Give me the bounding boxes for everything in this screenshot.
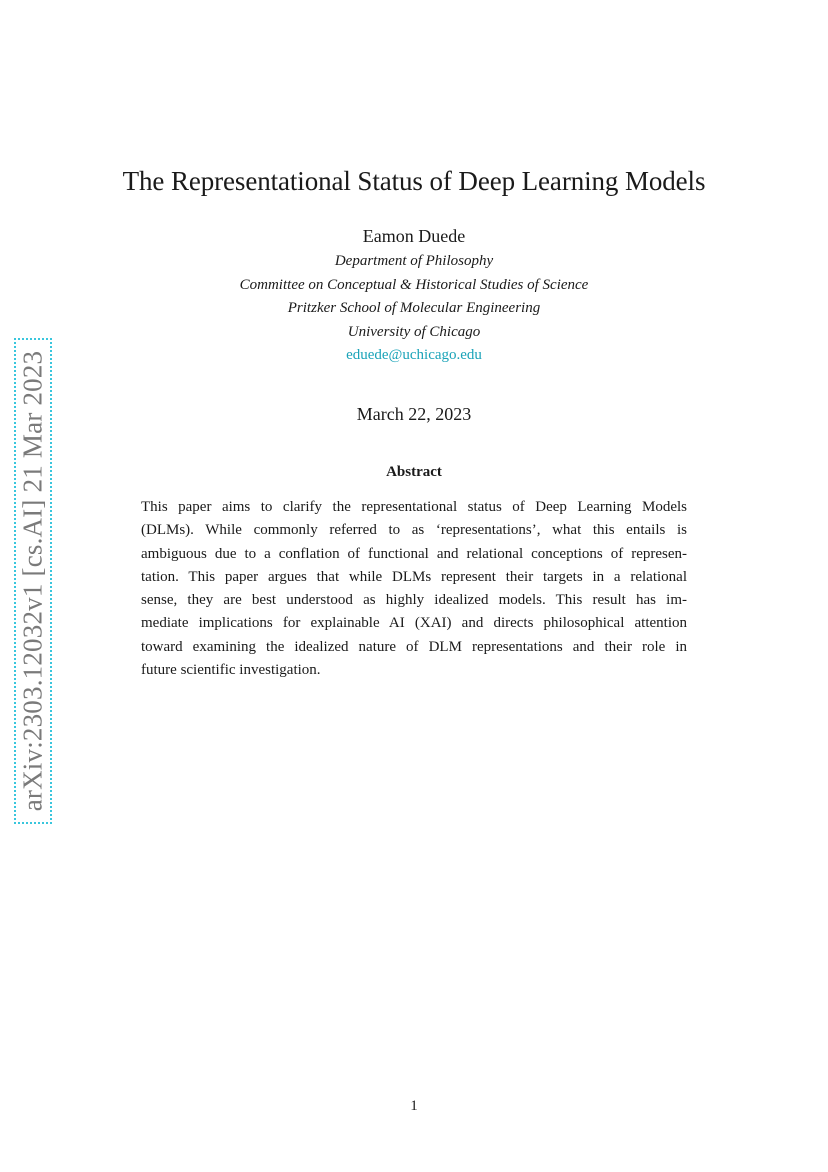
abstract-heading: Abstract	[386, 464, 442, 480]
abstract-line: sense, they are best understood as highly idealized models. This result has im-	[141, 592, 687, 609]
abstract-line: toward examining the idealized nature of DLM representations and their role in	[141, 638, 687, 655]
arxiv-identifier[interactable]: arXiv:2303.12032v1 [cs.AI] 21 Mar 2023	[17, 350, 48, 812]
affiliation-university: University of Chicago	[347, 323, 481, 340]
affiliation-committee: Committee on Conceptual & Historical Studies of Science	[239, 276, 589, 293]
affiliation-department: Department of Philosophy	[334, 253, 494, 269]
abstract-line: ambiguous due to a conflation of functional and relational conceptions of represen-	[141, 545, 687, 562]
paper-title: The Representational Status of Deep Learning Models	[122, 166, 706, 196]
abstract-line: future scientific investigation.	[141, 662, 321, 679]
abstract-line: (DLMs). While commonly referred to as ‘representations’, what this entails is	[141, 522, 687, 539]
author-email-link[interactable]: eduede@uchicago.edu	[346, 347, 482, 363]
abstract-line: This paper aims to clarify the representational status of Deep Learning Models	[141, 499, 687, 515]
author-name: Eamon Duede	[362, 226, 466, 246]
affiliation-school: Pritzker School of Molecular Engineering	[287, 300, 541, 316]
abstract-body	[141, 496, 687, 682]
abstract-line: tation. This paper argues that while DLMs represent their targets in a relational	[141, 568, 687, 585]
abstract-line: mediate implications for explainable AI (XAI) and directs philosophical attention	[141, 615, 687, 632]
page-number: 1	[410, 1098, 418, 1114]
paper-date: March 22, 2023	[356, 404, 472, 424]
author-block	[0, 224, 828, 368]
